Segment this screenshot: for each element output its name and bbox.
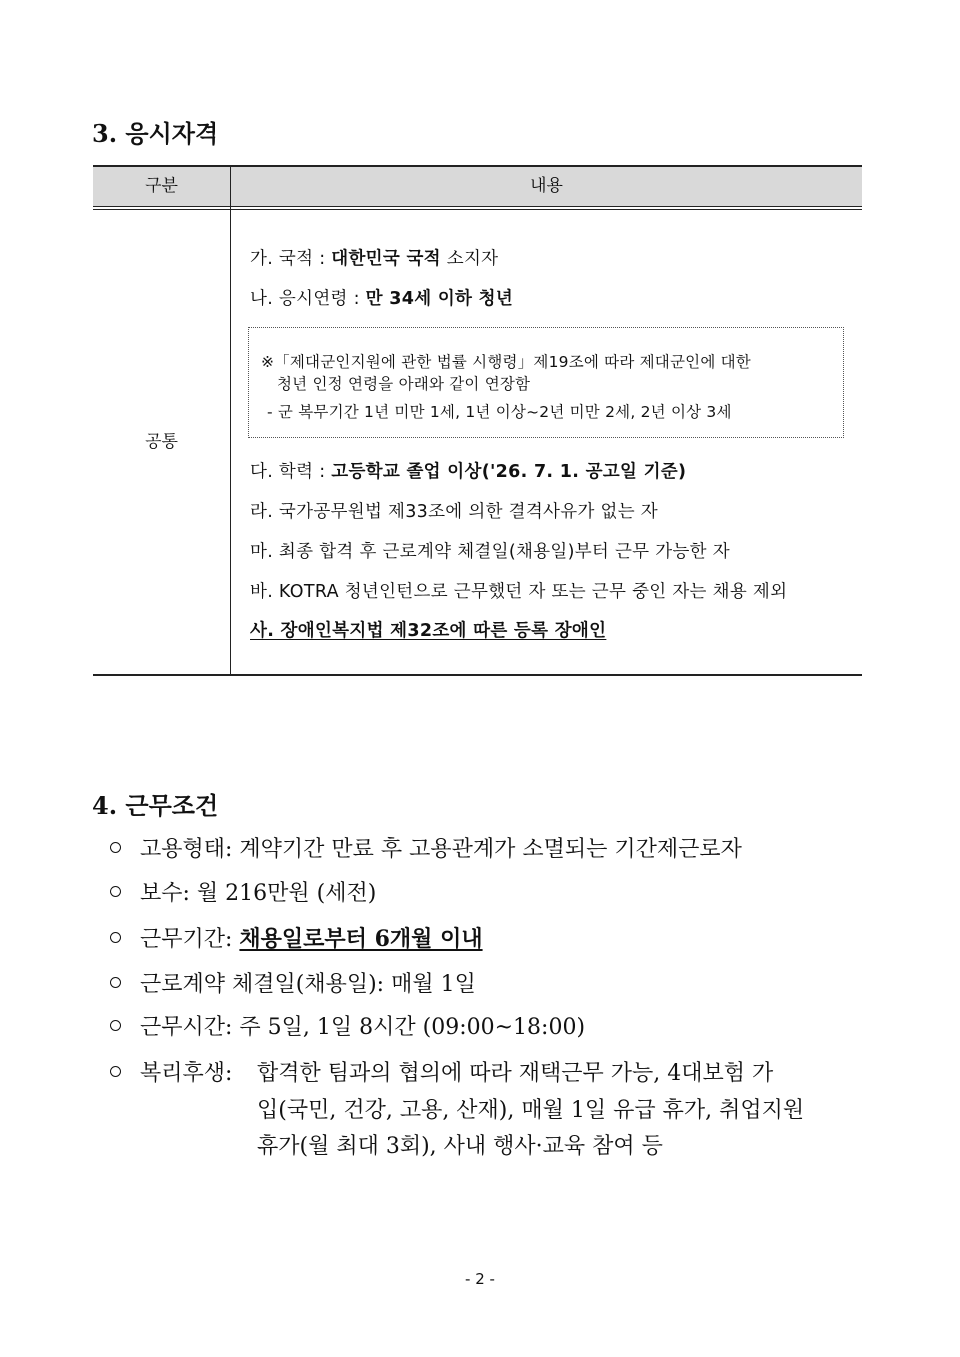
table-column-divider — [230, 165, 231, 676]
condition-benefits-line-3: 휴가(월 최대 3회), 사내 행사·교육 참여 등 — [257, 1134, 663, 1159]
eligibility-table — [93, 165, 862, 676]
item-da-education: 다. 학력 : 고등학교 졸업 이상('26. 7. 1. 공고일 기준) — [250, 462, 687, 482]
bullet-circle-icon — [110, 886, 121, 897]
section-4-title: 4. 근무조건 — [92, 791, 219, 820]
item-ma-availability: 마. 최종 합격 후 근로계약 체결일(채용일)부터 근무 가능한 자 — [250, 542, 730, 562]
condition-work-hours: 근무시간: 주 5일, 1일 8시간 (09:00~18:00) — [140, 1015, 586, 1040]
header-content: 내용 — [530, 176, 563, 196]
bullet-circle-icon — [110, 932, 121, 943]
condition-contract-date: 근로계약 체결일(채용일): 매월 1일 — [140, 972, 476, 997]
bullet-circle-icon — [110, 1020, 121, 1031]
header-category: 구분 — [145, 176, 178, 196]
item-sa-disability: 사. 장애인복지법 제32조에 따른 등록 장애인 — [250, 621, 607, 641]
condition-employment-type: 고용형태: 계약기간 만료 후 고용관계가 소멸되는 기간제근로자 — [140, 837, 742, 862]
condition-benefits-label: 복리후생: — [140, 1061, 233, 1086]
note-line-1: ※「제대군인지원에 관한 법률 시행령」제19조에 따라 제대군인에 대한 — [261, 353, 751, 371]
bullet-circle-icon — [110, 1066, 121, 1077]
section-3-title: 3. 응시자격 — [92, 119, 219, 148]
condition-benefits-line-2: 입(국민, 건강, 고용, 산재), 매월 1일 유급 휴가, 취업지원 — [257, 1098, 805, 1123]
category-common: 공통 — [145, 432, 178, 452]
condition-salary: 보수: 월 216만원 (세전) — [140, 881, 377, 906]
item-ra-disqualification: 라. 국가공무원법 제33조에 의한 결격사유가 없는 자 — [250, 502, 659, 522]
table-bottom-border — [93, 674, 862, 676]
page-number: - 2 - — [465, 1270, 495, 1288]
note-line-3: - 군 복무기간 1년 미만 1세, 1년 이상~2년 미만 2세, 2년 이상 3세 — [267, 403, 732, 421]
table-header-border — [93, 206, 862, 207]
condition-work-period: 근무기간: 채용일로부터 6개월 이내 — [140, 926, 483, 952]
bullet-circle-icon — [110, 977, 121, 988]
veteran-age-note-box — [248, 327, 844, 438]
item-ba-exclusion: 바. KOTRA 청년인턴으로 근무했던 자 또는 근무 중인 자는 채용 제외 — [250, 582, 788, 602]
condition-benefits-line-1: 합격한 팀과의 협의에 따라 재택근무 가능, 4대보험 가 — [257, 1061, 774, 1086]
note-line-2: 청년 인정 연령을 아래와 같이 연장함 — [277, 375, 531, 393]
table-header-border-double — [93, 209, 862, 210]
bullet-circle-icon — [110, 842, 121, 853]
item-ga-nationality: 가. 국적 : 대한민국 국적 소지자 — [250, 249, 499, 269]
item-na-age: 나. 응시연령 : 만 34세 이하 청년 — [250, 289, 514, 309]
